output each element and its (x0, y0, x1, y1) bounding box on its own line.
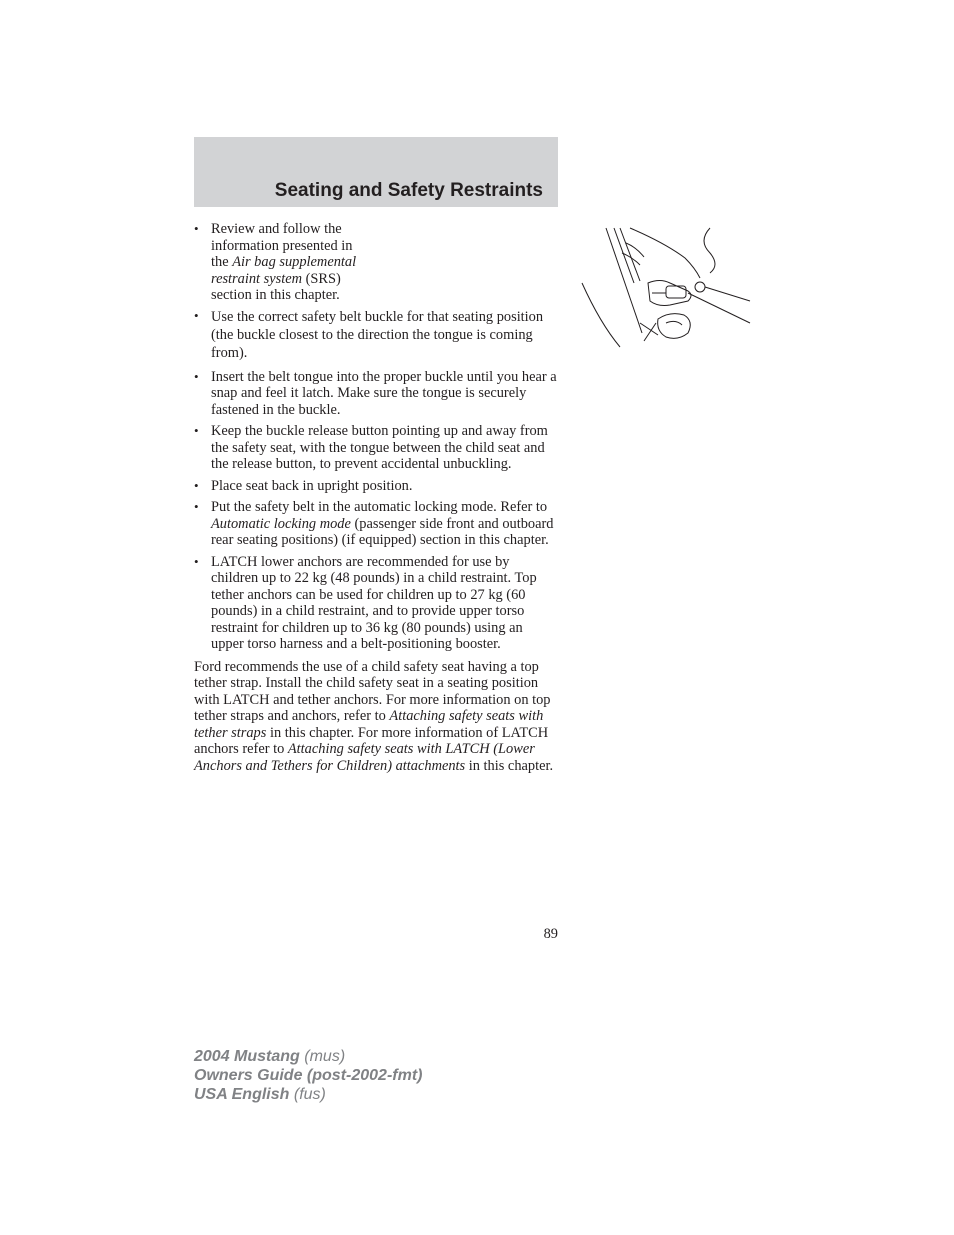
bullet-italic-ref: Air bag supplemental restraint system (211, 254, 357, 287)
footer-line-model (194, 1047, 422, 1066)
seat-belt-buckle-illustration (570, 223, 754, 349)
footer-guide: Owners Guide (post-2002-fmt) (194, 1067, 423, 1084)
section-title: Seating and Safety Restraints (274, 180, 543, 201)
bullet-text: Insert the belt tongue into the proper buckle until you hear a snap and feel it latch. Make sure the tongue is securely fastened in the buckle. (211, 368, 557, 418)
bullet-item (194, 308, 558, 362)
bullet-dot: • (194, 307, 199, 323)
bullet-item (194, 499, 558, 549)
footer-model: 2004 Mustang (194, 1048, 300, 1065)
bullet-item (194, 369, 558, 419)
paragraph-italic-ref: Attaching safety seats with LATCH (Lower Anchors and Tethers for Children) attachments (194, 741, 535, 774)
footer-line-language (194, 1085, 422, 1104)
bullet-text: Keep the buckle release button pointing up and away from the safety seat, with the tongue between the child seat and the release button, to prevent accidental unbuckling. (211, 423, 548, 472)
bullet-dot: • (194, 423, 199, 438)
paragraph-text: in this chapter. (465, 757, 554, 774)
bullet-dot: • (194, 368, 199, 384)
bullet-dot: • (194, 477, 199, 493)
footer-language: USA English (194, 1086, 290, 1103)
footer-model-code: (mus) (299, 1048, 346, 1065)
document-footer (194, 1047, 422, 1104)
paragraph-italic-ref: Attaching safety seats with tether straps (194, 708, 544, 741)
body-paragraph (194, 659, 558, 775)
bullet-item (194, 423, 558, 473)
bullet-dot: • (194, 221, 199, 236)
bullet-dot: • (194, 499, 199, 514)
bullet-item (194, 221, 358, 304)
bullet-text: Review and follow the information presented in the (211, 221, 353, 270)
bullet-dot: • (194, 553, 199, 569)
footer-language-code: (fus) (289, 1086, 326, 1103)
bullet-text: (SRS) section in this chapter. (211, 270, 341, 303)
main-content (194, 221, 558, 774)
paragraph-text: Ford recommends the use of a child safety seat having a top tether strap. Install the child safety seat in a seating position with LATCH and tether anchors. For more information on top tether straps and anchors, refer to (194, 658, 551, 724)
bullet-text: (passenger side front and outboard rear seating positions) (if equipped) section in this chapter. (211, 515, 554, 548)
section-header-band (194, 137, 558, 207)
footer-line-guide (194, 1066, 422, 1085)
bullet-item (194, 478, 558, 495)
paragraph-text: in this chapter. For more information of LATCH anchors refer to (194, 724, 549, 757)
page-number: 89 (543, 926, 558, 942)
bullet-text: Use the correct safety belt buckle for that seating position (the buckle closest to the direction the tongue is coming from). (211, 308, 544, 361)
bullet-italic-ref: Automatic locking mode (211, 515, 351, 532)
bullet-item (194, 554, 558, 653)
bullet-text: Place seat back in upright position. (211, 477, 413, 494)
bullet-text: LATCH lower anchors are recommended for use by children up to 22 kg (48 pounds) in a child restraint. Top tether anchors can be used for children up to 27 kg (60 pounds) in a child restraint, and to provide upper torso restraint for children up to 36 kg (80 pounds) using an upper torso harness and a belt-positioning booster. (211, 553, 537, 652)
bullet-text: Put the safety belt in the automatic locking mode. Refer to (211, 499, 548, 515)
